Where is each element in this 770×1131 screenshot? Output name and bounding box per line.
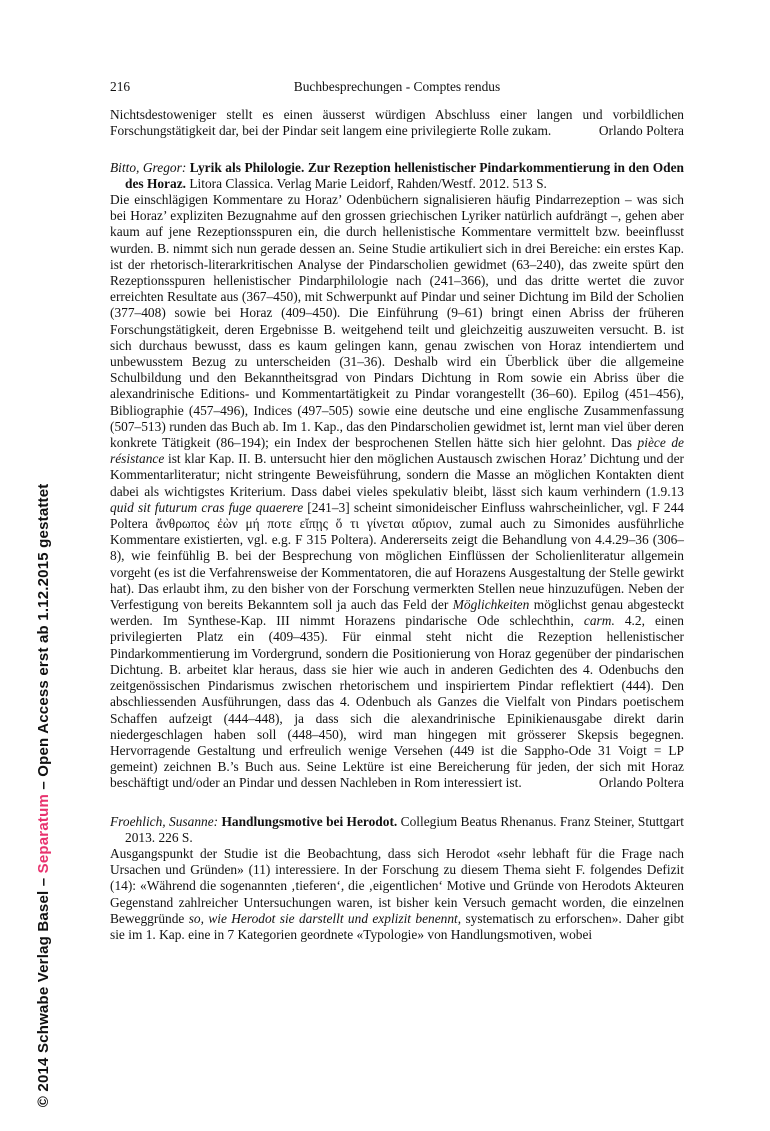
reviewer-signature: Orlando Poltera [598, 775, 684, 791]
running-head-title: Buchbesprechungen - Comptes rendus [293, 79, 501, 94]
review-heading: Froehlich, Susanne: Handlungsmotive bei Herodot. Collegium Beatus Rhenanus. Franz Steiner, Stuttgart 2013. 226 S. [110, 813, 684, 845]
review-body-text: Die einschlägigen Kommentare zu Horaz’ Odenbüchern signalisieren häufig Pindarrezeption – was sich bei Horaz’ expliziten Bezugnahme auf den grossen griechischen Lyriker natürlich aufdrängt –, gehen aber kaum auf jene Rezeptionsspuren ein, die durch hellenistische Kommentare vermittelt bzw. beeinflusst wurden. B. nimmt sich nun gerade dessen an. Seine Studie artikuliert sich in drei Bereiche: ein erstes Kap. ist der rhetorisch-literarkritischen Analyse der Pindarscholien gewidmet (63–240), das zweite spürt den Rezeptionsspuren hellenistischer Pindarphilologie nach (241–366), und das dritte wertet die zuvor erreichten Resultate aus (367–450), mit Schwerpunkt auf Pindar und seiner Dichtung im Bild der Scholien (377–408) sowie bei Horaz (409–450). Die Einführung (9–61) bringt einen Abriss der früheren Forschungstätigkeit, deren Ergebnisse B. weitgehend teilt und gleichzeitig auszuweiten versucht. B. ist sich durchaus bewusst, dass es kaum gelingen kann, genau zwischen von Horaz intendiertem und unbewusstem Bezug zu unterscheiden (31–36). Deshalb wird ein Überblick über die allgemeine Schulbildung und den Bekanntheitsgrad von Pindars Dichtung in Rom sowie ein Abriss über die alexandrinische Editions- und Kommentartätigkeit zu Pindar vorangestellt (36–60). Epilog (451–456), Bibliographie (457–496), Indices (497–505) sowie eine deutsche und eine englische Zusammenfassung (507–513) runden das Buch ab. Im 1. Kap., das den Pindarscholien gewidmet ist, lernt man viel über deren konkrete Tätigkeit (86–194); ein Index der besprochenen Stellen hätte sich hier gelohnt. Das pièce de résistance ist klar Kap. II. B. untersucht hier den möglichen Austausch zwischen Horaz’ Dichtung und der Kommentarliteratur; nicht stringente Beweisführung, sondern die Masse an möglichen Kontakten dient dabei als wichtigstes Kriterium. Dass dabei vieles spekulativ bleibt, lässt sich kaum verhindern (1.9.13 quid sit futurum cras fuge quaerere [241–3] scheint simonideischer Einfluss wahrscheinlicher, vgl. F 244 Poltera ἄνθρωπος ἐὼν μή ποτε εἴπῃς ὅ τι γίνεται αὔριον, zumal auch zu Simonides ausführliche Kommentare existierten, vgl. e.g. F 315 Poltera). Andererseits zeigt die Behandlung von 4.4.29–36 (306–8), wie feinfühlig B. bei der Besprechung von möglichen Einflüssen der Scholienliteratur allgemein vorgeht (es ist die Verfahrensweise der Kommentatoren, die auf Horazens Ausgestaltung der Stelle gewirkt hat). Das erlaubt ihm, zu den bisher von der Forschung vermerkten Stellen neue hinzuzufügen. Neben der Verfestigung von bereits Bekanntem soll ja auch das Feld der Möglichkeiten möglichst genau abgesteckt werden. Im Synthese-Kap. III nimmt Horazens pindarische Ode schlechthin, carm. 4.2, einen privilegierten Platz ein (409–435). Für einmal steht nicht die Rezeption hellenistischer Pindarkommentierung im Vordergrund, sondern die Positionierung von Horaz gegenüber der pindarischen Dichtung. B. arbeitet klar heraus, dass sie hier wie auch in anderen Gedichten des 4. Odenbuchs den zeitgenössischen Pindarismus zwischen rhetorischem und inspiriertem Pindar reflektiert (444). Den abschliessenden Ausführungen, dass das 4. Odenbuch als Ganzes die Vielfalt von Pindars poetischem Schaffen aufzeigt (444–448), ja dass sich die alexandrinische Epinikienausgabe direkt darin niedergeschlagen haben soll (448–450), wird man hingegen mit grösserer Skepsis begegnen. Hervorragende Gestaltung und erfreulich wenige Versehen (449 ist die Sappho-Ode 31 Voigt = LP gemeint) zeichnen B.’s Buch aus. Seine Lektüre ist eine Bereicherung für jeden, der sich mit Horaz beschäftigt und/oder an Pindar und dessen Nachleben in Rom interessiert ist. [110, 192, 685, 791]
review-froehlich [110, 814, 684, 944]
spine-suffix-text: – Open Access erst ab 1.12.2015 gestattet [34, 483, 52, 794]
intro-paragraph [110, 107, 684, 139]
review-bitto [110, 160, 684, 792]
separatum-label: Separatum [34, 793, 52, 874]
review-body-paragraph: Ausgangspunkt der Studie ist die Beobachtung, dass sich Herodot «sehr lebhaft für die Frage nach Ursachen und Gründen» (11) interessiere. In der Forschung zu diesem Thema sieht F. folgendes Defizit (14): «Während die sogenannten ‚tieferen‘, die ‚eigentlichen‘ Motive und Gründe von Herodots Akteuren Gegenstand zahlreicher Untersuchungen waren, ist bisher kein Versuch gemacht worden, die einzelnen Beweggründe so, wie Herodot sie darstellt und explizit benennt, systematisch zu erforschen». Daher gibt sie im 1. Kap. eine in 7 Kategorien geordnete «Typologie» von Handlungsmotiven, wobei [110, 845, 684, 942]
intro-text: Nichtsdestoweniger stellt es einen äusserst würdigen Abschluss einer langen und vorbildlichen Forschungstätigkeit dar, bei der Pindar seit langem eine privilegierte Rolle zukam. [110, 107, 684, 139]
reviewer-signature: Orlando Poltera [598, 123, 684, 139]
spine-prefix-text: © 2014 Schwabe Verlag Basel – [34, 873, 52, 1107]
text-column [110, 0, 684, 943]
running-header [110, 79, 684, 95]
review-body-paragraph [110, 192, 684, 792]
spine-copyright [36, 483, 52, 1107]
review-heading: Bitto, Gregor: Lyrik als Philologie. Zur Rezeption hellenistischer Pindarkommentierung in den Oden des Horaz. Litora Classica. Verlag Marie Leidorf, Rahden/Westf. 2012. 513 S. [110, 159, 685, 191]
page-number: 216 [110, 79, 131, 94]
